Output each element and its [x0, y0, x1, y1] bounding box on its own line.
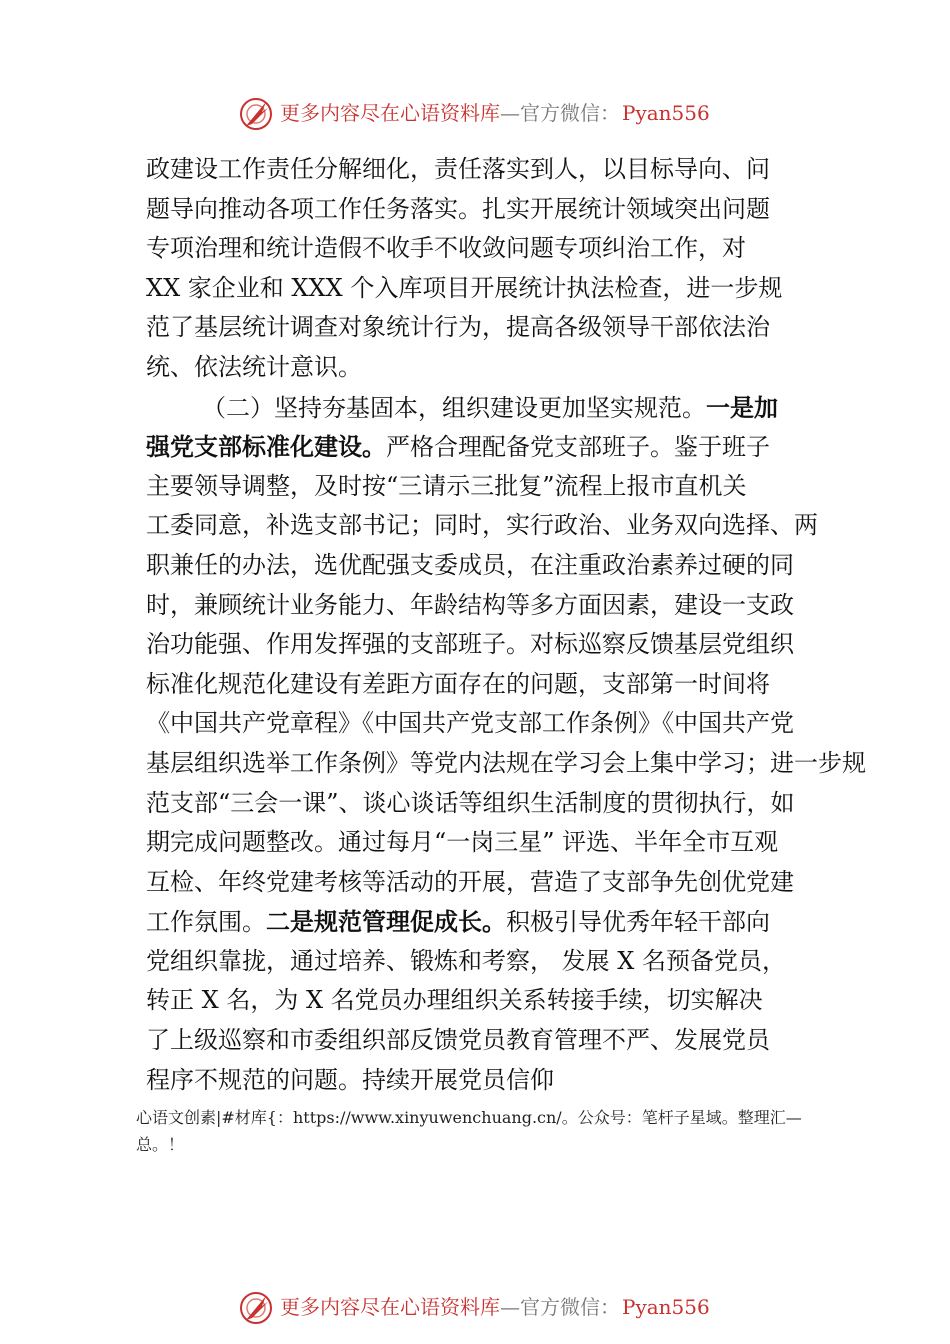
- text-line: 工委同意，补选支部书记；同时，实行政治、业务双向选择、两: [146, 511, 818, 540]
- header-banner: [0, 94, 950, 134]
- document-body: [146, 150, 866, 1100]
- text-span: 严格合理配备党支部班子。鉴于班子: [386, 433, 770, 462]
- text-line: 范了基层统计调查对象统计行为，提高各级领导干部依法治: [146, 313, 770, 342]
- text-line: 了上级巡察和市委组织部反馈党员教育管理不严、发展党员: [146, 1026, 770, 1055]
- bold-subheading: 强党支部标准化建设。: [146, 432, 386, 462]
- banner-wechat-id: Pyan556: [622, 101, 710, 125]
- text-line: 党组织靠拢，通过培养、锻炼和考察， 发展 X 名预备党员，: [146, 946, 786, 975]
- banner-text: [280, 100, 710, 126]
- text-span: 积极引导优秀年轻干部向: [506, 908, 770, 937]
- banner-wechat-label: 官方微信：: [520, 1295, 620, 1319]
- banner-dash: —: [500, 101, 520, 125]
- text-line: 题导向推动各项工作任务落实。扎实开展统计领域突出问题: [146, 194, 770, 223]
- bold-subheading: 一是加: [706, 392, 778, 422]
- text-line: [146, 427, 818, 467]
- text-span: 工作氛围。: [146, 908, 266, 937]
- text-line: 转正 X 名，为 X 名党员办理组织关系转接手续，切实解决: [146, 986, 763, 1015]
- text-line: 程序不规范的问题。持续开展党员信仰: [146, 1065, 554, 1094]
- footer-note: [136, 1104, 836, 1158]
- bold-subheading: 二是规范管理促成长。: [266, 907, 506, 937]
- section-heading: （二）坚持夯基固本，组织建设更加坚实规范。: [202, 393, 706, 422]
- quill-logo-icon: [238, 96, 274, 132]
- footer-banner: [0, 1288, 950, 1328]
- banner-dash: —: [500, 1295, 520, 1319]
- text-line: 专项治理和统计造假不收手不收敛问题专项纠治工作，对: [146, 234, 746, 263]
- text-line: 主要领导调整，及时按“三请示三批复”流程上报市直机关: [146, 471, 747, 500]
- text-line: 互检、年终党建考核等活动的开展，营造了支部争先创优党建: [146, 867, 794, 896]
- text-line: 时，兼顾统计业务能力、年龄结构等多方面因素，建设一支政: [146, 590, 794, 619]
- banner-text: [280, 1294, 710, 1320]
- text-line: 统、依法统计意识。: [146, 352, 362, 381]
- banner-wechat-id: Pyan556: [622, 1295, 710, 1319]
- text-line: 基层组织选举工作条例》等党内法规在学习会上集中学习；进一步规: [146, 748, 866, 777]
- quill-logo-icon: [238, 1290, 274, 1326]
- banner-main-text: 更多内容尽在心语资料库: [280, 101, 500, 125]
- text-line: 政建设工作责任分解细化，责任落实到人，以目标导向、问: [146, 155, 770, 183]
- text-line: 期完成问题整改。通过每月“一岗三星” 评选、半年全市互观: [146, 828, 779, 857]
- text-line: [146, 902, 818, 942]
- text-line: 《中国共产党章程》《中国共产党支部工作条例》《中国共产党: [146, 709, 794, 738]
- banner-main-text: 更多内容尽在心语资料库: [280, 1295, 500, 1319]
- footer-line: 心语文创素|#材库{：https://www.xinyuwenchuang.cn/。公众号：笔杆子星域。整理汇—: [136, 1108, 802, 1127]
- section-heading-line: [146, 388, 818, 428]
- text-line: 范支部“三会一课”、谈心谈话等组织生活制度的贯彻执行，如: [146, 788, 795, 817]
- banner-wechat-label: 官方微信：: [520, 101, 620, 125]
- text-line: XX 家企业和 XXX 个入库项目开展统计执法检查，进一步规: [146, 273, 783, 302]
- text-line: 职兼任的办法，选优配强支委成员，在注重政治素养过硬的同: [146, 550, 794, 579]
- footer-line: 总。！: [136, 1135, 185, 1154]
- text-line: 治功能强、作用发挥强的支部班子。对标巡察反馈基层党组织: [146, 630, 794, 659]
- text-line: 标准化规范化建设有差距方面存在的问题，支部第一时间将: [146, 669, 770, 698]
